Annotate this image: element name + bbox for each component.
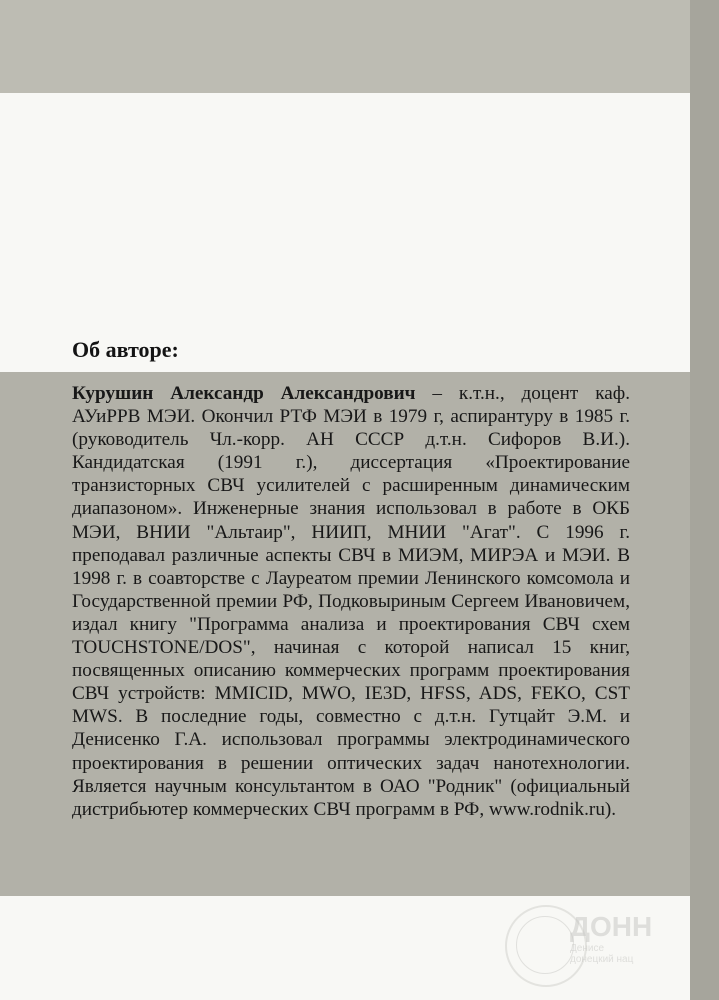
about-author-heading: Об авторе: — [72, 337, 179, 362]
watermark-line-1: ДОНН — [570, 912, 653, 942]
watermark-line-2: Денисе — [570, 942, 605, 954]
cover-top-band — [0, 0, 719, 93]
author-biography — [72, 382, 630, 821]
watermark-line-3: донецкий нац — [570, 953, 634, 965]
cover-spine-edge — [690, 0, 719, 1000]
library-watermark — [570, 912, 685, 965]
cover-white-band-top — [0, 93, 690, 372]
author-name: Курушин Александр Александрович — [72, 383, 416, 404]
biography-text: – к.т.н., доцент каф. АУиРРВ МЭИ. Окончил РТФ МЭИ в 1979 г, аспирантуру в 1985 г. (руководитель Чл.-корр. АН СССР д.т.н. Сифоров В.И.). Кандидатская (1991 г.), диссертация «Проектирование транзисторных СВЧ усилителей с расширенным динамическим диапазоном». Инженерные знания использовал в работе в ОКБ МЭИ, ВНИИ "Альтаир", НИИП, МНИИ "Агат". С 1996 г. преподавал различные аспекты СВЧ в МИЭМ, МИРЭА и МЭИ. В 1998 г. в соавторстве с Лауреатом премии Ленинского комсомола и Государственной премии РФ, Подковыриным Сергеем Ивановичем, издал книгу "Программа анализа и проектирования СВЧ схем TOUCHSTONE/DOS", начиная с которой написал 15 книг, посвященных описанию коммерческих программ проектирования СВЧ устройств: MMICID, MWO, IE3D, HFSS, ADS, FEKO, CST MWS. В последние годы, совместно с д.т.н. Гутцайт Э.М. и Денисенко Г.А. использовал программы электродинамического проектирования в решении оптических задач нанотехнологии. Является научным консультантом в ОАО "Родник" (официальный дистрибьютер коммерческих СВЧ программ в РФ, www.rodnik.ru). — [72, 383, 630, 820]
